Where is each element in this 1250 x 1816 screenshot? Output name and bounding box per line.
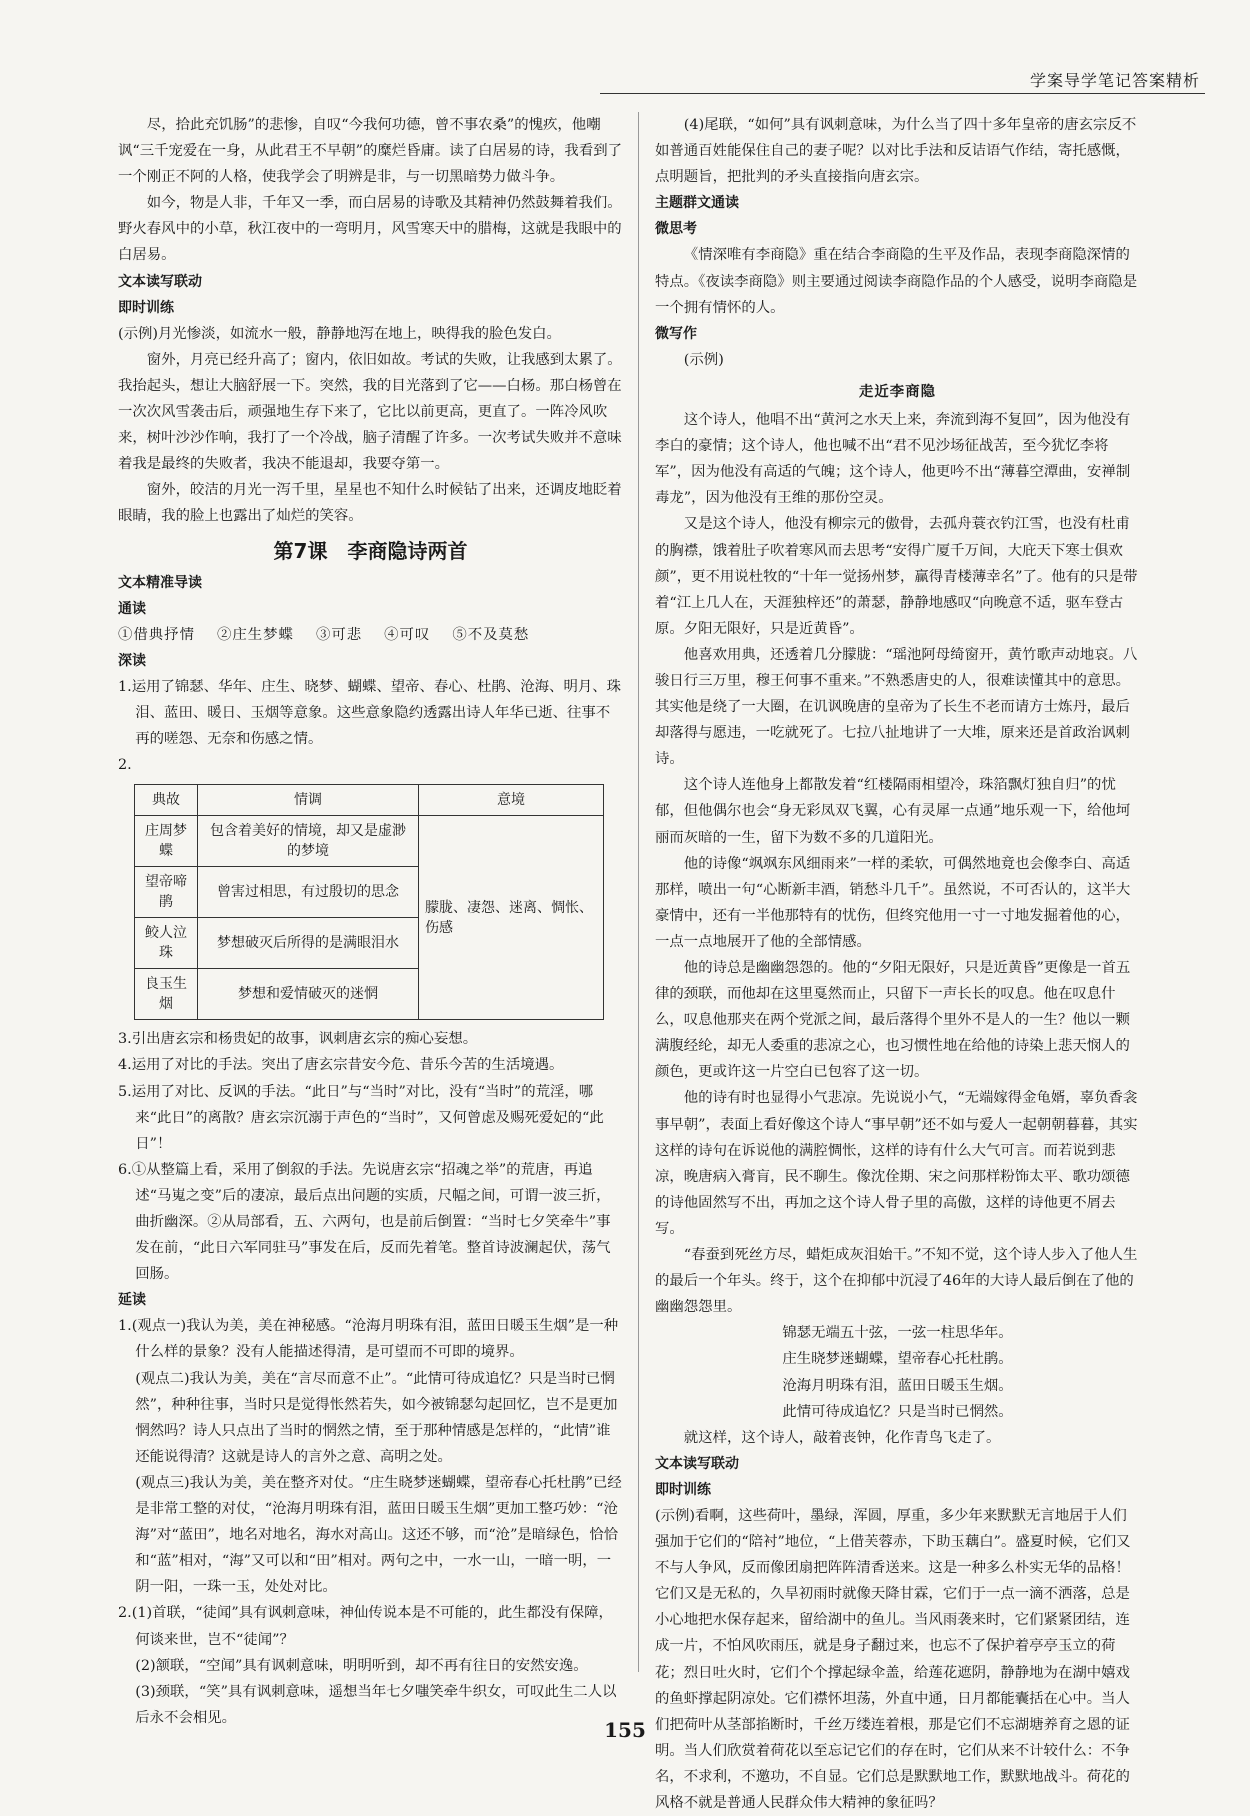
answer-item: ③可悲 (315, 626, 363, 643)
answer: 2. (118, 757, 132, 774)
table-header-row (135, 785, 604, 816)
page-number: 155 (604, 1718, 646, 1742)
essay-paragraph: 这个诗人，他唱不出“黄河之水天上来，奔流到海不复回”，因为他没有李白的豪情；这个诗人，他也喊不出“君不见沙场征战苦，至今犹忆李将军”，因为他没有高适的气魄；这个诗人，他更吟不出“薄暮空潭曲，安禅制毒龙”，因为他没有王维的那份空灵。 (655, 412, 1131, 507)
answer: 6.①从整篇上看，采用了倒叙的手法。先说唐玄宗“招魂之举”的荒唐，再追述“马嵬之变”后的凄凉，最后点出问题的实质，尺幅之间，可谓一波三折，曲折幽深。②从局部看，五、六两句，也是前后倒置：“当时七夕笑牵牛”事发在前，“此日六军同驻马”事发在后，反而先着笔。整首诗波澜起伏，荡气回肠。 (118, 1161, 611, 1283)
paragraph: (示例)看啊，这些荷叶，墨绿，浑圆，厚重，多少年来默默无言地居于人们强加于它们的“陪衬”地位，“上借芙蓉赤，下助玉藕白”。盛夏时候，它们又不与人争风，反而像团扇把阵阵清香送来。这是一种多么朴实无华的品格！它们又是无私的，久旱初雨时就像天降甘霖，它们于一点一滴不洒落，总是小心地把水保存起来，留给湖中的鱼儿。当风雨袭来时，它们紧紧团结，连成一片，不怕风吹雨压，就是身子翻过来，也忘不了保护着亭亭玉立的荷花；烈日吐火时，它们个个撑起绿伞盖，给莲花遮阴，静静地为在湖中嬉戏的鱼虾撑起阴凉处。它们襟怀坦荡，外直中通，日月都能囊括在心中。当人们把荷叶从茎部掐断时，千丝万缕连着根，那是它们不忘湖塘养育之恩的证明。当人们欣赏着荷花以至忘记它们的存在时，它们从来不计较什么：不争名，不求利，不邀功，不自显。它们总是默默地工作，默默地战斗。荷花的风格不就是普通人民群众伟大精神的象征吗？ (655, 1507, 1131, 1811)
answer-item: ①借典抒情 (118, 626, 195, 643)
poem-line: 庄生晓梦迷蝴蝶，望帝春心托杜鹃。 (782, 1351, 1013, 1368)
poem-line: 此情可待成追忆？只是当时已惘然。 (782, 1403, 1013, 1420)
answer: 1.(观点一)我认为美，美在神秘感。“沧海月明珠有泪，蓝田日暖玉生烟”是一种什么样的景象？没有人能描述得清，是可望而不可即的境界。 (118, 1318, 619, 1361)
subsection-heading: 即时训练 (118, 299, 174, 316)
table-header: 情调 (198, 785, 419, 816)
answer: (观点二)我认为美，美在“言尽而意不止”。“此情可待成追忆？只是当时已惘然”，种种往事，当时只是觉得怅然若失，如今被锦瑟勾起回忆，岂不是更加惘然吗？诗人只点出了当时的惘然之情，至于那种情感是怎样的，“此情”谁还能说得清？这就是诗人的言外之意、高明之处。 (135, 1370, 618, 1465)
table-cell: 曾害过相思，有过殷切的思念 (198, 867, 419, 918)
poem-line: 沧海月明珠有泪，蓝田日暖玉生烟。 (782, 1377, 1013, 1394)
answer: 1.运用了锦瑟、华年、庄生、晓梦、蝴蝶、望帝、春心、杜鹃、沧海、明月、珠泪、蓝田、暖日、玉烟等意象。这些意象隐约透露出诗人年华已逝、往事不再的嗟怨、无奈和伤感之情。 (118, 678, 622, 748)
lesson-number: 第7课 (273, 538, 328, 563)
section-heading: 主题群文通读 (655, 195, 739, 212)
tongdu-answers (118, 622, 623, 648)
table-cell: 梦想和爱情破灭的迷惘 (198, 969, 419, 1020)
subsection-heading: 即时训练 (655, 1481, 711, 1498)
paragraph: 《情深唯有李商隐》重在结合李商隐的生平及作品，表现李商隐深情的特点。《夜读李商隐》则主要通过阅读李商隐作品的个人感受，说明李商隐是一个拥有情怀的人。 (655, 247, 1138, 316)
essay-paragraph: 他的诗像“飒飒东风细雨来”一样的柔软，可偶然地竟也会像李白、高适那样，喷出一句“心断新丰酒，销愁斗几千”。虽然说，不可否认的，这半大豪情中，还有一半他那特有的忧伤，但终究他用一寸一寸地发掘着他的心，一点一点地展开了他的全部情感。 (655, 855, 1131, 950)
essay-paragraph: 就这样，这个诗人，敲着丧钟，化作青鸟飞走了。 (683, 1429, 1001, 1446)
subsection-heading: 微思考 (655, 221, 697, 238)
paragraph: (4)尾联，“如何”具有讽刺意味，为什么当了四十多年皇帝的唐玄宗反不如普通百姓能保住自己的妻子呢？以对比手法和反诘语气作结，寄托感慨，点明题旨，把批判的矛头直接指向唐玄宗。 (655, 117, 1137, 186)
table-cell: 良玉生烟 (135, 969, 198, 1020)
essay-paragraph: 他喜欢用典，还透着几分朦胧：“瑶池阿母绮窗开，黄竹歌声动地哀。八骏日行三万里，穆王何事不重来。”不熟悉唐史的人，很难读懂其中的意思。其实他是绕了一大圈，在讥讽晚唐的皇帝为了长生不老而请方士炼丹，最后却落得与愿违，一吃就死了。七拉八扯地讲了一大堆，原来还是首政治讽刺诗。 (655, 646, 1138, 768)
example-label: (示例) (683, 351, 724, 368)
subsection-heading: 深读 (118, 652, 146, 669)
header-title: 学案导学笔记答案精析 (1029, 71, 1200, 90)
table-cell: 包含着美好的情境，却又是虚渺的梦境 (198, 816, 419, 867)
essay-paragraph: 又是这个诗人，他没有柳宗元的傲骨，去孤舟蓑衣钓江雪，也没有杜甫的胸襟，饿着肚子吹着寒风而去思考“安得广厦千万间，大庇天下寒士俱欢颜”，更不用说杜牧的“十年一觉扬州梦，赢得青楼薄幸名”了。他有的只是带着“江上几人在，天涯独梓还”的萧瑟，静静地感叹“向晚意不适，驱车登古原。夕阳无限好，只是近黄昏”。 (655, 516, 1138, 637)
table-cell: 望帝啼鹃 (135, 867, 198, 918)
subsection-heading: 微写作 (655, 325, 697, 342)
table-header: 典故 (135, 785, 198, 816)
header-rule (600, 93, 1205, 94)
answer-item: ②庄生梦蝶 (216, 626, 294, 643)
table-row (135, 816, 604, 867)
section-heading: 文本精准导读 (118, 574, 202, 591)
table-cell: 梦想破灭后所得的是满眼泪水 (198, 918, 419, 969)
paragraph: 窗外，皎洁的月光一泻千里，星星也不知什么时候钻了出来，还调皮地眨着眼睛，我的脸上也露出了灿烂的笑容。 (118, 482, 622, 525)
answer: (2)颔联，“空闻”具有讽刺意味，明明听到，却不再有往日的安然安逸。 (135, 1657, 588, 1674)
column-divider (638, 112, 639, 1672)
table-cell-mood: 朦胧、凄怨、迷离、惆怅、伤感 (419, 816, 604, 1020)
paragraph: (示例)月光惨淡，如流水一般，静静地泻在地上，映得我的脸色发白。 (118, 325, 561, 342)
lesson-name: 李商隐诗两首 (347, 538, 468, 563)
section-heading: 文本读写联动 (118, 273, 202, 290)
lesson-title (118, 538, 623, 564)
answer: 5.运用了对比、反讽的手法。“此日”与“当时”对比，没有“当时”的荒淫，哪来“此日”的离散？唐玄宗沉溺于声色的“当时”，又何曾虑及赐死爱妃的“此日”！ (118, 1083, 604, 1152)
right-column (655, 112, 1140, 1811)
paragraph: 窗外，月亮已经升高了；窗内，依旧如故。考试的失败，让我感到太累了。我抬起头，想让大脑舒展一下。突然，我的目光落到了它——白杨。那白杨曾在一次次风雪袭击后，顽强地生存下来了，它比以前更高，更直了。一阵冷风吹来，树叶沙沙作响，我打了一个冷战，脑子清醒了许多。一次考试失败并不意味着我是最终的失败者，我决不能退却，我要夺第一。 (118, 351, 622, 473)
allusion-table (134, 784, 604, 1020)
essay-title: 走近李商隐 (859, 382, 936, 400)
answer: 3.引出唐玄宗和杨贵妃的故事，讽刺唐玄宗的痴心妄想。 (118, 1031, 478, 1048)
paragraph: 尽，拾此充饥肠”的悲惨，自叹“今我何功德，曾不事农桑”的愧疚，他嘲讽“三千宠爱在一身，从此君王不早朝”的糜烂昏庸。读了白居易的诗，我看到了一个刚正不阿的人格，使我学会了明辨是非，与一切黑暗势力做斗争。 (118, 117, 622, 186)
table-cell: 庄周梦蝶 (135, 816, 198, 867)
page-header (0, 0, 1250, 96)
section-heading: 文本读写联动 (655, 1455, 739, 1472)
answer-item: ④可叹 (384, 626, 431, 643)
answer: 2.(1)首联，“徒闻”具有讽刺意味，神仙传说本是不可能的，此生都没有保障，何谈来世，岂不“徒闻”？ (118, 1605, 613, 1648)
subsection-heading: 通读 (118, 600, 146, 617)
left-column (118, 112, 623, 1726)
essay-paragraph: 他的诗有时也显得小气悲凉。先说说小气，“无端嫁得金龟婿，辜负香衾事早朝”，表面上看好像这个诗人“事早朝”还不如与爱人一起朝朝暮暮，其实这样的诗句在诉说他的满腔惆怅，这样的诗有什么大气可言。而若说到悲凉，晚唐病入膏肓，民不聊生。像沈佺期、宋之问那样粉饰太平、歌功颂德的诗他固然写不出，再加之这个诗人骨子里的高傲，这样的诗他更不屑去写。 (655, 1090, 1138, 1237)
essay-paragraph: 这个诗人连他身上都散发着“红楼隔雨相望冷，珠箔飘灯独自归”的忧郁，但他偶尔也会“身无彩凤双飞翼，心有灵犀一点通”地乐观一下，给他坷丽而灰暗的一生，留下为数不多的几道阳光。 (655, 777, 1131, 846)
table-cell: 鲛人泣珠 (135, 918, 198, 969)
essay-paragraph: 他的诗总是幽幽怨怨的。他的“夕阳无限好，只是近黄昏”更像是一首五律的颈联，而他却在这里戛然而止，只留下一声长长的叹息。他在叹息什么，叹息他那夹在两个党派之间，最后落得个里外不是人的一生？他以一颗满腹经纶，却无人委重的悲凉之心，也习惯性地在给他的诗染上悲天悯人的颜色，更或许这一片空白已包容了这一切。 (655, 960, 1131, 1081)
answer: (观点三)我认为美，美在整齐对仗。“庄生晓梦迷蝴蝶，望帝春心托杜鹃”已经是非常工整的对仗，“沧海月明珠有泪，蓝田日暖玉生烟”更加工整巧妙：“沧海”对“蓝田”，地名对地名，海水对高山。这还不够，而“沧”是暗绿色，恰恰和“蓝”相对，“海”又可以和“田”相对。两句之中，一水一山，一暗一明，一阴一阳，一珠一玉，处处对比。 (135, 1474, 622, 1596)
poem (655, 1320, 1140, 1424)
table-header: 意境 (419, 785, 604, 816)
answer: (3)颈联，“笑”具有讽刺意味，遥想当年七夕嗤笑牵牛织女，可叹此生二人以后永不会相见。 (135, 1683, 617, 1726)
answer: 4.运用了对比的手法。突出了唐玄宗昔安今危、昔乐今苦的生活境遇。 (118, 1057, 564, 1074)
subsection-heading: 延读 (118, 1292, 146, 1309)
answer-item: ⑤不及莫愁 (452, 626, 530, 643)
poem-line: 锦瑟无端五十弦，一弦一柱思华年。 (782, 1325, 1013, 1342)
paragraph: 如今，物是人非，千年又一季，而白居易的诗歌及其精神仍然鼓舞着我们。野火春风中的小草，秋江夜中的一弯明月，风雪寒天中的腊梅，这就是我眼中的白居易。 (118, 195, 622, 264)
essay-paragraph: “春蚕到死丝方尽，蜡炬成灰泪始干。”不知不觉，这个诗人步入了他人生的最后一个年头。终于，这个在抑郁中沉浸了46年的大诗人最后倒在了他的幽幽怨怨里。 (655, 1247, 1138, 1316)
